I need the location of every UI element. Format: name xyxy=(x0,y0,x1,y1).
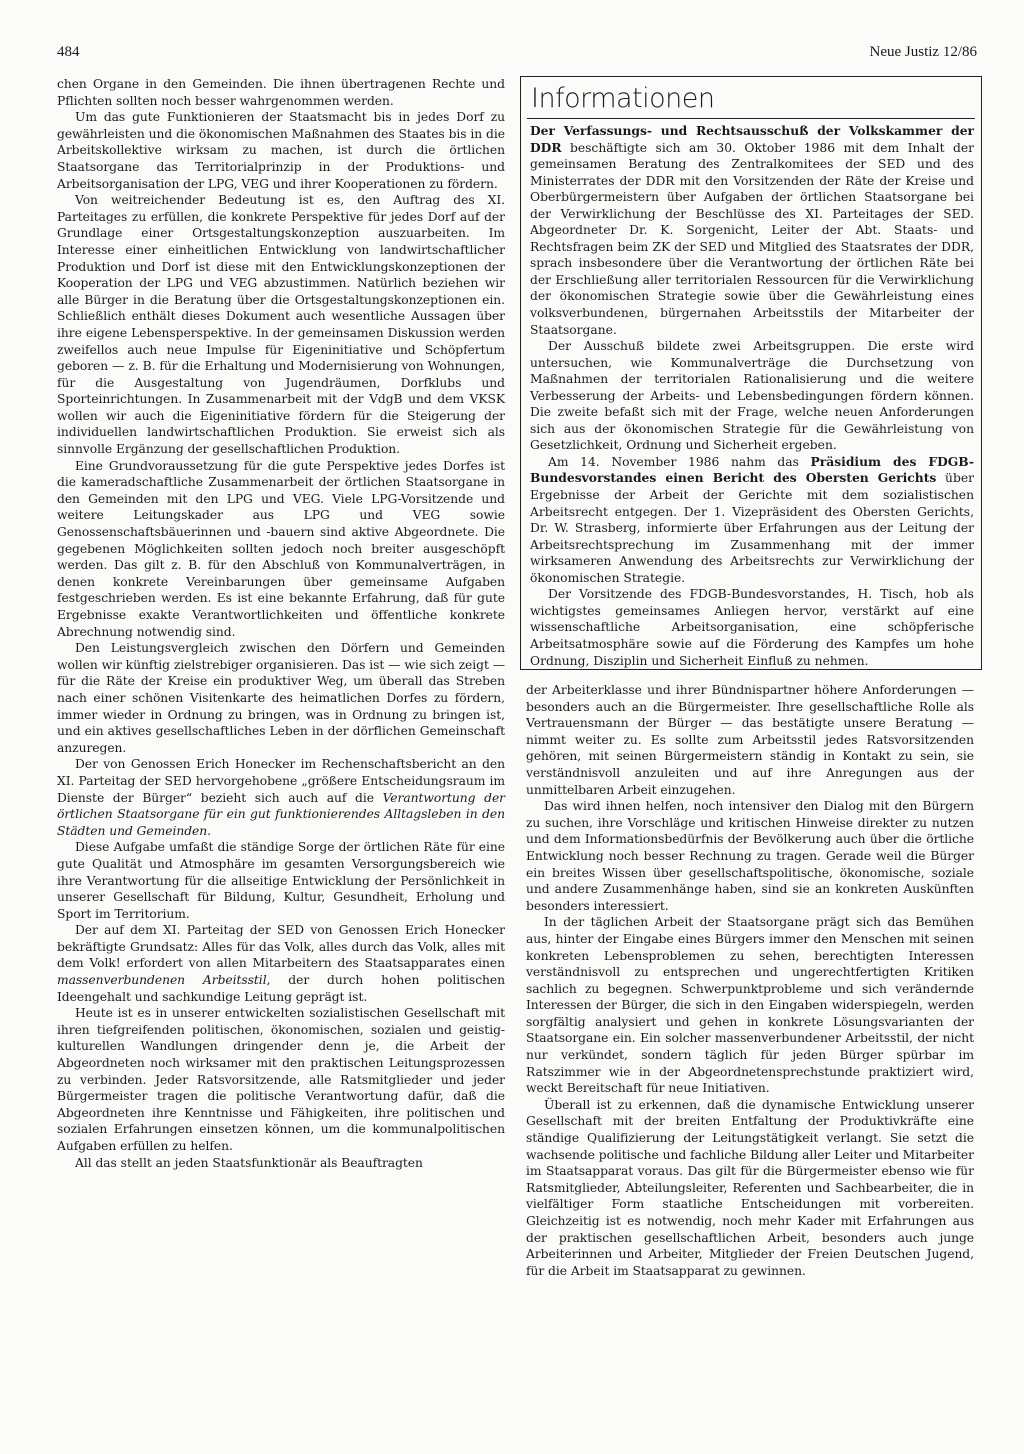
page-header xyxy=(57,44,977,66)
paragraph: All das stellt an jeden Staatsfunktionär als Beauftragten xyxy=(75,1155,423,1170)
paragraph: Um das gute Funktionieren der Staatsmacht bis in jedes Dorf zu gewährleisten und die ökonomischen Maßnahmen des Staates bis in die Arbeitskollektive wirksam zu machen, ist durch die örtlichen Staatsorgane das Territorialprinzip in der Produktions- und Arbeitsorganisation der LPG, VEG und ihrer Kooperationen zu fördern. xyxy=(57,110,505,191)
journal-issue: Neue Justiz 12/86 xyxy=(869,44,977,60)
italic-emphasis: massenverbundenen Arbeitsstil xyxy=(57,973,267,988)
title-divider xyxy=(527,118,975,119)
info-paragraph: Der Ausschuß bildete zwei Arbeitsgruppen. Die erste wird untersuchen, wie Kommunalverträge die Durchsetzung von Maßnahmen der territorialen Rationalisierung und die weitere Verbesserung der Arbeits- und Lebensbedingungen fördern können. Die zweite befaßt sich mit der Frage, welche neuen Anforderungen sich aus der ökonomischen Strategie für die Gewährleistung von Gesetzlichkeit, Ordnung und Sicherheit ergeben. xyxy=(530,339,974,453)
info-bold-lead: Präsidium des FDGB-Bundesvorstandes einen Bericht des Obersten Gerichts xyxy=(530,453,974,486)
info-paragraph: Der Vorsitzende des FDGB-Bundesvorstandes, H. Tisch, hob als wichtigstes gemeinsames Anliegen hervor, verstärkt auf eine wissenschaftliche Arbeitsorganisation, eine schöpferische Arbeitsatmosphäre sowie auf die Förderung des Kampfes um hohe Ordnung, Disziplin und Sicherheit Einfluß zu nehmen. xyxy=(530,587,974,668)
info-paragraph xyxy=(530,454,974,586)
italic-emphasis: Verantwortung der örtlichen Staatsorgane für ein gut funktionierendes Alltagsleben in den Städten und Gemeinden xyxy=(57,790,505,838)
paragraph: Den Leistungsvergleich zwischen den Dörfern und Gemeinden wollen wir künftig zielstrebiger organisieren. Das ist — wie sich zeigt — für die Räte der Kreise ein produktiver Weg, um überall das Streben nach einer schönen Visitenkarte des heimatlichen Dorfes zu fördern, immer wieder in Ordnung zu bringen, was in Ordnung zu bringen ist, und ein aktives gesellschaftliches Leben in der dörflichen Gemeinschaft anzuregen. xyxy=(57,641,505,755)
paragraph: Diese Aufgabe umfaßt die ständige Sorge der örtlichen Räte für eine gute Qualität und Atmosphäre im gesamten Versorgungsbereich wie ihre Verantwortung für die allseitige Entwicklung der Persönlichkeit in unserer Gesellschaft für Bildung, Kultur, Gesundheit, Erholung und Sport im Territorium. xyxy=(57,840,505,921)
informationen-box xyxy=(520,76,982,670)
right-column xyxy=(526,682,974,1279)
paragraph: Das wird ihnen helfen, noch intensiver den Dialog mit den Bürgern zu suchen, ihre Vorschläge und kritischen Hinweise direkter zu nutzen und dem Informationsbedürfnis der Bevölkerung auch über die örtliche Entwicklung noch besser Rechnung zu tragen. Gerade weil die Bürger ein breites Wissen über gesellschaftspolitische, ökonomische, soziale und andere Zusammenhänge haben, sind sie an konkreten Auskünften besonders interessiert. xyxy=(526,799,974,913)
info-paragraph xyxy=(530,123,974,338)
page-number: 484 xyxy=(57,44,80,60)
paragraph: Überall ist zu erkennen, daß die dynamische Entwicklung unserer Gesellschaft mit der breiten Entfaltung der Produktivkräfte eine ständige Qualifizierung der Leitungstätigkeit verlangt. Sie setzt die wachsende politische und fachliche Bildung aller Leiter und Mitarbeiter im Staatsapparat voraus. Das gilt für die Bürgermeister ebenso wie für Ratsmitglieder, Abteilungsleiter, Referenten und Sachbearbeiter, die in vielfältiger Form staatliche Entscheidungen mit vorbereiten. Gleichzeitig ist es notwendig, noch mehr Kader mit Erfahrungen aus der praktischen gesellschaftlichen Arbeit, besonders auch junge Arbeiterinnen und Arbeiter, Mitglieder der Freien Deutschen Jugend, für die Arbeit im Staatsapparat zu gewinnen. xyxy=(526,1097,974,1278)
info-text-span: Am 14. November 1986 nahm das xyxy=(548,454,811,469)
paragraph: chen Organe in den Gemeinden. Die ihnen übertragenen Rechte und Pflichten sollten noch besser wahrgenommen werden. xyxy=(57,77,505,108)
left-column xyxy=(57,76,505,1171)
paragraph: Von weitreichender Bedeutung ist es, den Auftrag des XI. Parteitages zu erfüllen, die konkrete Perspektive für jedes Dorf auf der Grundlage einer Ortsgestaltungskonzeption auszuarbeiten. Im Interesse einer einheitlichen Entwicklung von landwirtschaftlicher Produktion und Dorf ist diese mit den Entwicklungskonzeptionen der Kooperation der LPG und VEG abzustimmen. Natürlich beziehen wir alle Bürger in die Beratung über die Ortsgestaltungskonzeptionen ein. Schließlich enthält dieses Dokument auch wesentliche Aussagen über ihre eigene Lebensperspektive. In der gemeinsamen Diskussion werden zweifellos auch neue Impulse für Eigeninitiative und Schöpfertum geboren — z. B. für die Erhaltung und Modernisierung von Wohnungen, für die Ausgestaltung von Jugendräumen, Dorfklubs und Sporteinrichtungen. In Zusammenarbeit mit der VdgB und dem VKSK wollen wir auch die Eigeninitiative fördern für die Steigerung der individuellen landwirtschaftlichen Produktion. Sie erweist sich als sinnvolle Ergänzung der gesellschaftlichen Produktion. xyxy=(57,193,505,457)
info-text-span: über Ergebnisse der Arbeit der Gerichte mit dem sozialistischen Arbeitsrecht entgegen. Der 1. Vizepräsident des Obersten Gerichts, Dr. W. Strasberg, informierte über Erfahrungen aus der Leitung der Arbeitsrechtsprechung im Zusammenhang mit der immer wirksameren Anwendung des Arbeitsrechts zur Verwirklichung der ökonomischen Strategie. xyxy=(530,471,975,585)
paragraph-with-emphasis: Der auf dem XI. Parteitag der SED von Genossen Erich Honecker bekräftigte Grundsatz: Alles für das Volk, alles durch das Volk, alles mit dem Volk! erfordert von allen Mitarbeitern des Staatsapparates einen massenverbundenen Arbeitsstil, der durch hohen politischen Ideengehalt und sachkundige Leitung geprägt ist. xyxy=(57,923,505,1004)
paragraph: der Arbeiterklasse und ihrer Bündnispartner höhere Anforderungen — besonders auch an die Bürgermeister. Ihre gesellschaftliche Rolle als Vertrauensmann der Bürger — das bestätigte unsere Beratung — nimmt weiter zu. Es sollte zum Arbeitsstil jedes Ratsvorsitzenden gehören, mit seinen Bürgermeistern ständig in Kontakt zu sein, sie verständnisvoll anzuleiten und auf ihre Anregungen aus der unmittelbaren Arbeit einzugehen. xyxy=(526,683,974,797)
paragraph: In der täglichen Arbeit der Staatsorgane prägt sich das Bemühen aus, hinter der Eingabe eines Bürgers immer den Menschen mit seinen konkreten Lebensproblemen zu sehen, berechtigten Interessen verständnisvoll zu entsprechen und ungerechtfertigten Kritiken sachlich zu begegnen. Schwerpunktprobleme und sich verändernde Interessen der Bürger, die sich in den Eingaben widerspiegeln, werden sorgfältig analysiert und gehen in konkrete Lösungsvarianten der Staatsorgane ein. Ein solcher massenverbundener Arbeitsstil, der nicht nur verkündet, sondern täglich für jeden Bürger spürbar im Ratszimmer wie in der Abgeordnetensprechstunde praktiziert wird, weckt Bereitschaft für neue Initiativen. xyxy=(526,915,974,1096)
paragraph: Heute ist es in unserer entwickelten sozialistischen Gesellschaft mit ihren tiefgreifenden politischen, ökonomischen, sozialen und geistig-kulturellen Wandlungen dringender denn je, die Arbeit der Abgeordneten noch wirksamer mit den praktischen Leitungsprozessen zu verbinden. Jeder Ratsvorsitzende, alle Ratsmitglieder und jeder Bürgermeister tragen die politische Verantwortung dafür, daß die Abgeordneten ihre Kenntnisse und Fähigkeiten, ihre politischen und sozialen Erfahrungen einsetzen können, um die kommunalpolitischen Aufgaben erfüllen zu helfen. xyxy=(57,1006,505,1153)
info-box-text xyxy=(530,123,974,669)
info-text-span: beschäftigte sich am 30. Oktober 1986 mit dem Inhalt der gemeinsamen Beratung des Zentralkomitees der SED und des Ministerrates der DDR mit den Vorsitzenden der Räte der Kreise und Oberbürgermeistern über Aufgaben der örtlichen Staatsorgane bei der Verwirklichung der Beschlüsse des XI. Parteitages der SED. Abgeordneter Dr. K. Sorgenicht, Leiter der Abt. Staats- und Rechtsfragen beim ZK der SED und Mitglied des Staatsrates der DDR, sprach insbesondere über die Verantwortung der örtlichen Räte bei der Erschließung aller territorialen Ressourcen für die Verwirklichung der ökonomischen Strategie sowie über die Gewährleistung eines volksverbundenen, bürgernahen Arbeitsstils der Mitarbeiter der Staatsorgane. xyxy=(530,140,974,337)
paragraph: Eine Grundvoraussetzung für die gute Perspektive jedes Dorfes ist die kameradschaftliche Zusammenarbeit der örtlichen Staatsorgane in den Gemeinden mit den LPG und VEG. Viele LPG-Vorsitzende und weitere Leitungskader aus LPG und VEG sowie Genossenschaftsbäuerinnen und -bauern sind aktive Abgeordnete. Die gegebenen Möglichkeiten sollten jedoch noch breiter ausgeschöpft werden. Das gilt z. B. für den Abschluß von Kommunalverträgen, in denen konkrete Vereinbarungen über gemeinsame Aufgaben festgeschrieben werden. Es ist eine bekannte Erfahrung, daß für gute Ergebnisse exakte Verantwortlichkeiten und öffentliche konkrete Abrechnung notwendig sind. xyxy=(57,458,505,639)
info-box-title: Informationen xyxy=(531,83,715,114)
info-bold-lead: Der Verfassungs- und Rechtsausschuß der Volkskammer der DDR xyxy=(530,123,974,155)
paragraph-with-emphasis: Der von Genossen Erich Honecker im Rechenschaftsbericht an den XI. Parteitag der SED hervorgehobene „größere Entscheidungsraum im Dienste der Bürger“ bezieht sich auch auf die Verantwortung der örtlichen Staatsorgane für ein gut funktionierendes Alltagsleben in den Städten und Gemeinden. xyxy=(57,757,505,838)
